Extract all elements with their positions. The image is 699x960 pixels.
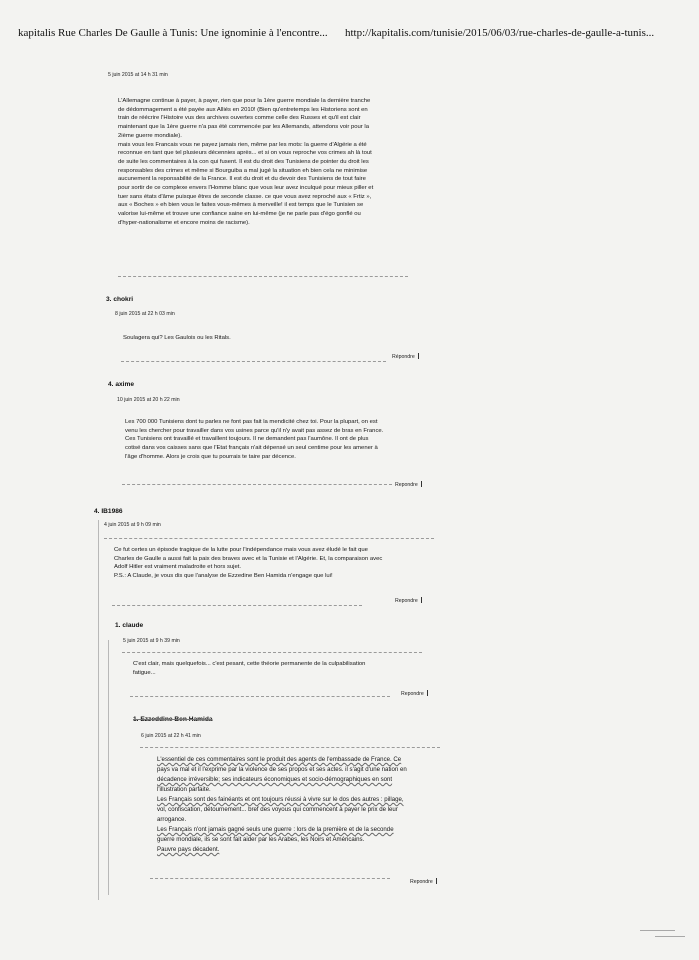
comment-line: reconnue en tant que tel plusieurs décennies après... et si on vous reproche vos crimes ah là tout	[118, 150, 372, 157]
comment-date: 6 juin 2015 at 22 h 41 min	[141, 733, 201, 739]
comment-date: 5 juin 2015 at 9 h 39 min	[123, 638, 180, 644]
comment-date: 10 juin 2015 at 20 h 22 min	[117, 397, 180, 403]
comment-line: cotisé dans vos caisses sans que l'Etat français n'ait dépensé un seul centime pour les amener à	[125, 445, 378, 452]
comment-line: pour sortir de ce complexe envers l'Homme blanc que vous leur avez inculqué pour mieux piller et	[118, 185, 374, 192]
comment-line: de suite les commentaires à la con qui fusent. Il est du droit des Tunisiens de pointer du droit les	[118, 158, 369, 165]
comment-date: 5 juin 2015 at 14 h 31 min	[108, 72, 168, 78]
comment-line: vol, confiscation, détournement... bref des voyous qui commencent à payer le prix de leur	[157, 806, 398, 813]
divider	[130, 696, 390, 697]
divider	[140, 747, 440, 748]
comment-line: L'Allemagne continue à payer, à payer, rien que pour la 1ère guerre mondiale la dernière tranche	[118, 98, 371, 104]
reply-caret-icon	[418, 353, 419, 359]
comment-date: 4 juin 2015 at 9 h 09 min	[104, 522, 161, 528]
comment-line: venu les chercher pour travailler dans vos usines parce qu'il n'y avait pas assez de bras en France.	[125, 427, 384, 434]
reply-label: Repondre	[410, 879, 433, 885]
comment-line: pays va mal et il l'exprime par la violence de ses propos et ses actes. il s'agit d'une nation en	[157, 766, 407, 773]
reply-caret-icon	[421, 481, 422, 487]
divider	[150, 878, 390, 879]
divider	[122, 652, 422, 653]
reply-link[interactable]	[392, 353, 419, 360]
comment-line: fatigue...	[133, 669, 156, 676]
comment-line: d'hyper-nationalisme et encore moins de racisme).	[118, 219, 250, 226]
reply-label: Repondre	[395, 598, 418, 604]
comment-body	[114, 546, 454, 581]
comment-body	[125, 418, 445, 462]
comment-date: 8 juin 2015 at 22 h 03 min	[115, 311, 175, 317]
comment-line: maintenant que la 1ère guerre n'a pas été commencée par les Allemands, attendons voir pour la	[118, 124, 369, 131]
comment-line: guerre mondiale, ils se sont fait aider par les Arabes, les Noirs et Américains.	[157, 836, 365, 843]
divider	[122, 484, 392, 485]
comment-author: 1. Ezzeddine Ben Hamida	[133, 716, 213, 723]
comment-line: Soulagera qui? Les Gaulois ou les Ritals.	[123, 335, 231, 341]
comment-line: de dédommagement a été payée aux Alliés en 2010! (Bien qu'entretemps les Historiens sont en	[118, 106, 368, 113]
comment-body	[133, 660, 443, 677]
comment-line: Ce fut certes un épisode tragique de la lutte pour l'indépendance mais vous avez éludé le fait que	[114, 547, 368, 553]
comment-line: train de réécrire l'Histoire vus des archives ouvertes comme celle des Russes et qu'il est clair	[118, 115, 361, 122]
comment-line: Charles de Gaulle a aussi fait la paix des braves avec et la Tunisie et l'Algérie. Et, la comparaison avec	[114, 555, 383, 562]
comment-line: Les Français sont des fainéants et ont toujours réussi à vivre sur le dos des autres : pillage,	[157, 796, 404, 803]
comment-line: Les 700 000 Tunisiens dont tu parles ne font pas fait la mendicité chez toi. Pour la plupart, on est	[125, 419, 378, 425]
comment-line: aux « Boches » eh bien vous le faites vous-mêmes à merveille! il est temps que le Tunisien se	[118, 202, 364, 209]
comment-line: Ces Tunisiens ont travaillé et travaillent toujours. Il ne demandent pas l'aumône. Il ont de plus	[125, 436, 369, 443]
comment-line: 2ième guerre mondiale).	[118, 132, 182, 139]
reply-label: Repondre	[401, 691, 424, 697]
comment-line: arrogance.	[157, 816, 187, 823]
comment-author: 3. chokri	[106, 296, 134, 303]
thread-line	[98, 520, 99, 900]
comment-body	[123, 334, 423, 343]
comment-line: aucunement la reponsabilité de la France. Il est du droit et du devoir des Tunisiens de tout faire	[118, 176, 366, 183]
comment-author: 4. IB1986	[94, 508, 123, 515]
reply-caret-icon	[427, 690, 428, 696]
reply-label: Repondre	[395, 482, 418, 488]
divider	[121, 361, 386, 362]
comment-line: P.S.: A Claude, je vous dis que l'analyse de Ezzedine Ben Hamida n'engage que lui!	[114, 573, 333, 580]
comment-body	[118, 97, 448, 228]
divider	[112, 605, 362, 606]
divider	[118, 276, 408, 277]
comment-line: responsables des crimes et même si Bourguiba a mal jugé la situation eh bien cela ne minimise	[118, 167, 368, 174]
comment-line: l'illustration parfaite.	[157, 786, 211, 793]
reply-label: Répondre	[392, 354, 415, 360]
comment-body	[157, 755, 457, 855]
comment-line: valorise lui-même et trouve une confiance saine en lui-même (je ne parle pas d'égo gonflé ou	[118, 211, 361, 218]
page-header-title: kapitalis Rue Charles De Gaulle à Tunis: Une ignominie à l'encontre...	[18, 27, 328, 39]
comment-author: 1. claude	[115, 622, 144, 629]
thread-line	[108, 640, 109, 895]
page-header-url: http://kapitalis.com/tunisie/2015/06/03/rue-charles-de-gaulle-a-tunis...	[345, 27, 655, 39]
reply-link[interactable]	[401, 690, 428, 697]
reply-caret-icon	[436, 878, 437, 884]
comment-line: Adolf Hitler est vraiment maladroite et hors sujet.	[114, 564, 242, 571]
comment-line: mais vous les Francais vous ne payez jamais rien, même par les mots: la guerre d'Algérie a été	[118, 141, 367, 148]
reply-link[interactable]	[410, 878, 437, 885]
comment-line: L'essentiel de ces commentaires sont le produit des agents de l'embassade de France. Ce	[157, 756, 402, 763]
reply-link[interactable]	[395, 597, 422, 604]
comment-line: l'âge d'homme. Alors je crois que tu pourrais te taire par décence.	[125, 453, 296, 460]
divider	[104, 538, 434, 539]
reply-caret-icon	[421, 597, 422, 603]
comment-line: Pauvre pays décadent.	[157, 846, 220, 853]
reply-link[interactable]	[395, 481, 422, 488]
comment-line: décadence irréversible; ses indicateurs économiques et socio-démographiques en sont	[157, 776, 393, 783]
comment-line: tuer sans états d'âme puisque êtres de seconde classe. ce que vous avez reproché aux « Frtiz »,	[118, 193, 372, 200]
comment-line: Les Français n'ont jamais gagné seuls une guerre : lors de la première et de la seconde	[157, 826, 394, 833]
comment-line: C'est clair, mais quelquefois... c'est pesant, cette théorie permanente de la culpabilisation	[133, 661, 366, 667]
comment-author: 4. axime	[108, 381, 135, 388]
scan-artifact	[655, 936, 685, 937]
scan-artifact	[640, 930, 675, 931]
